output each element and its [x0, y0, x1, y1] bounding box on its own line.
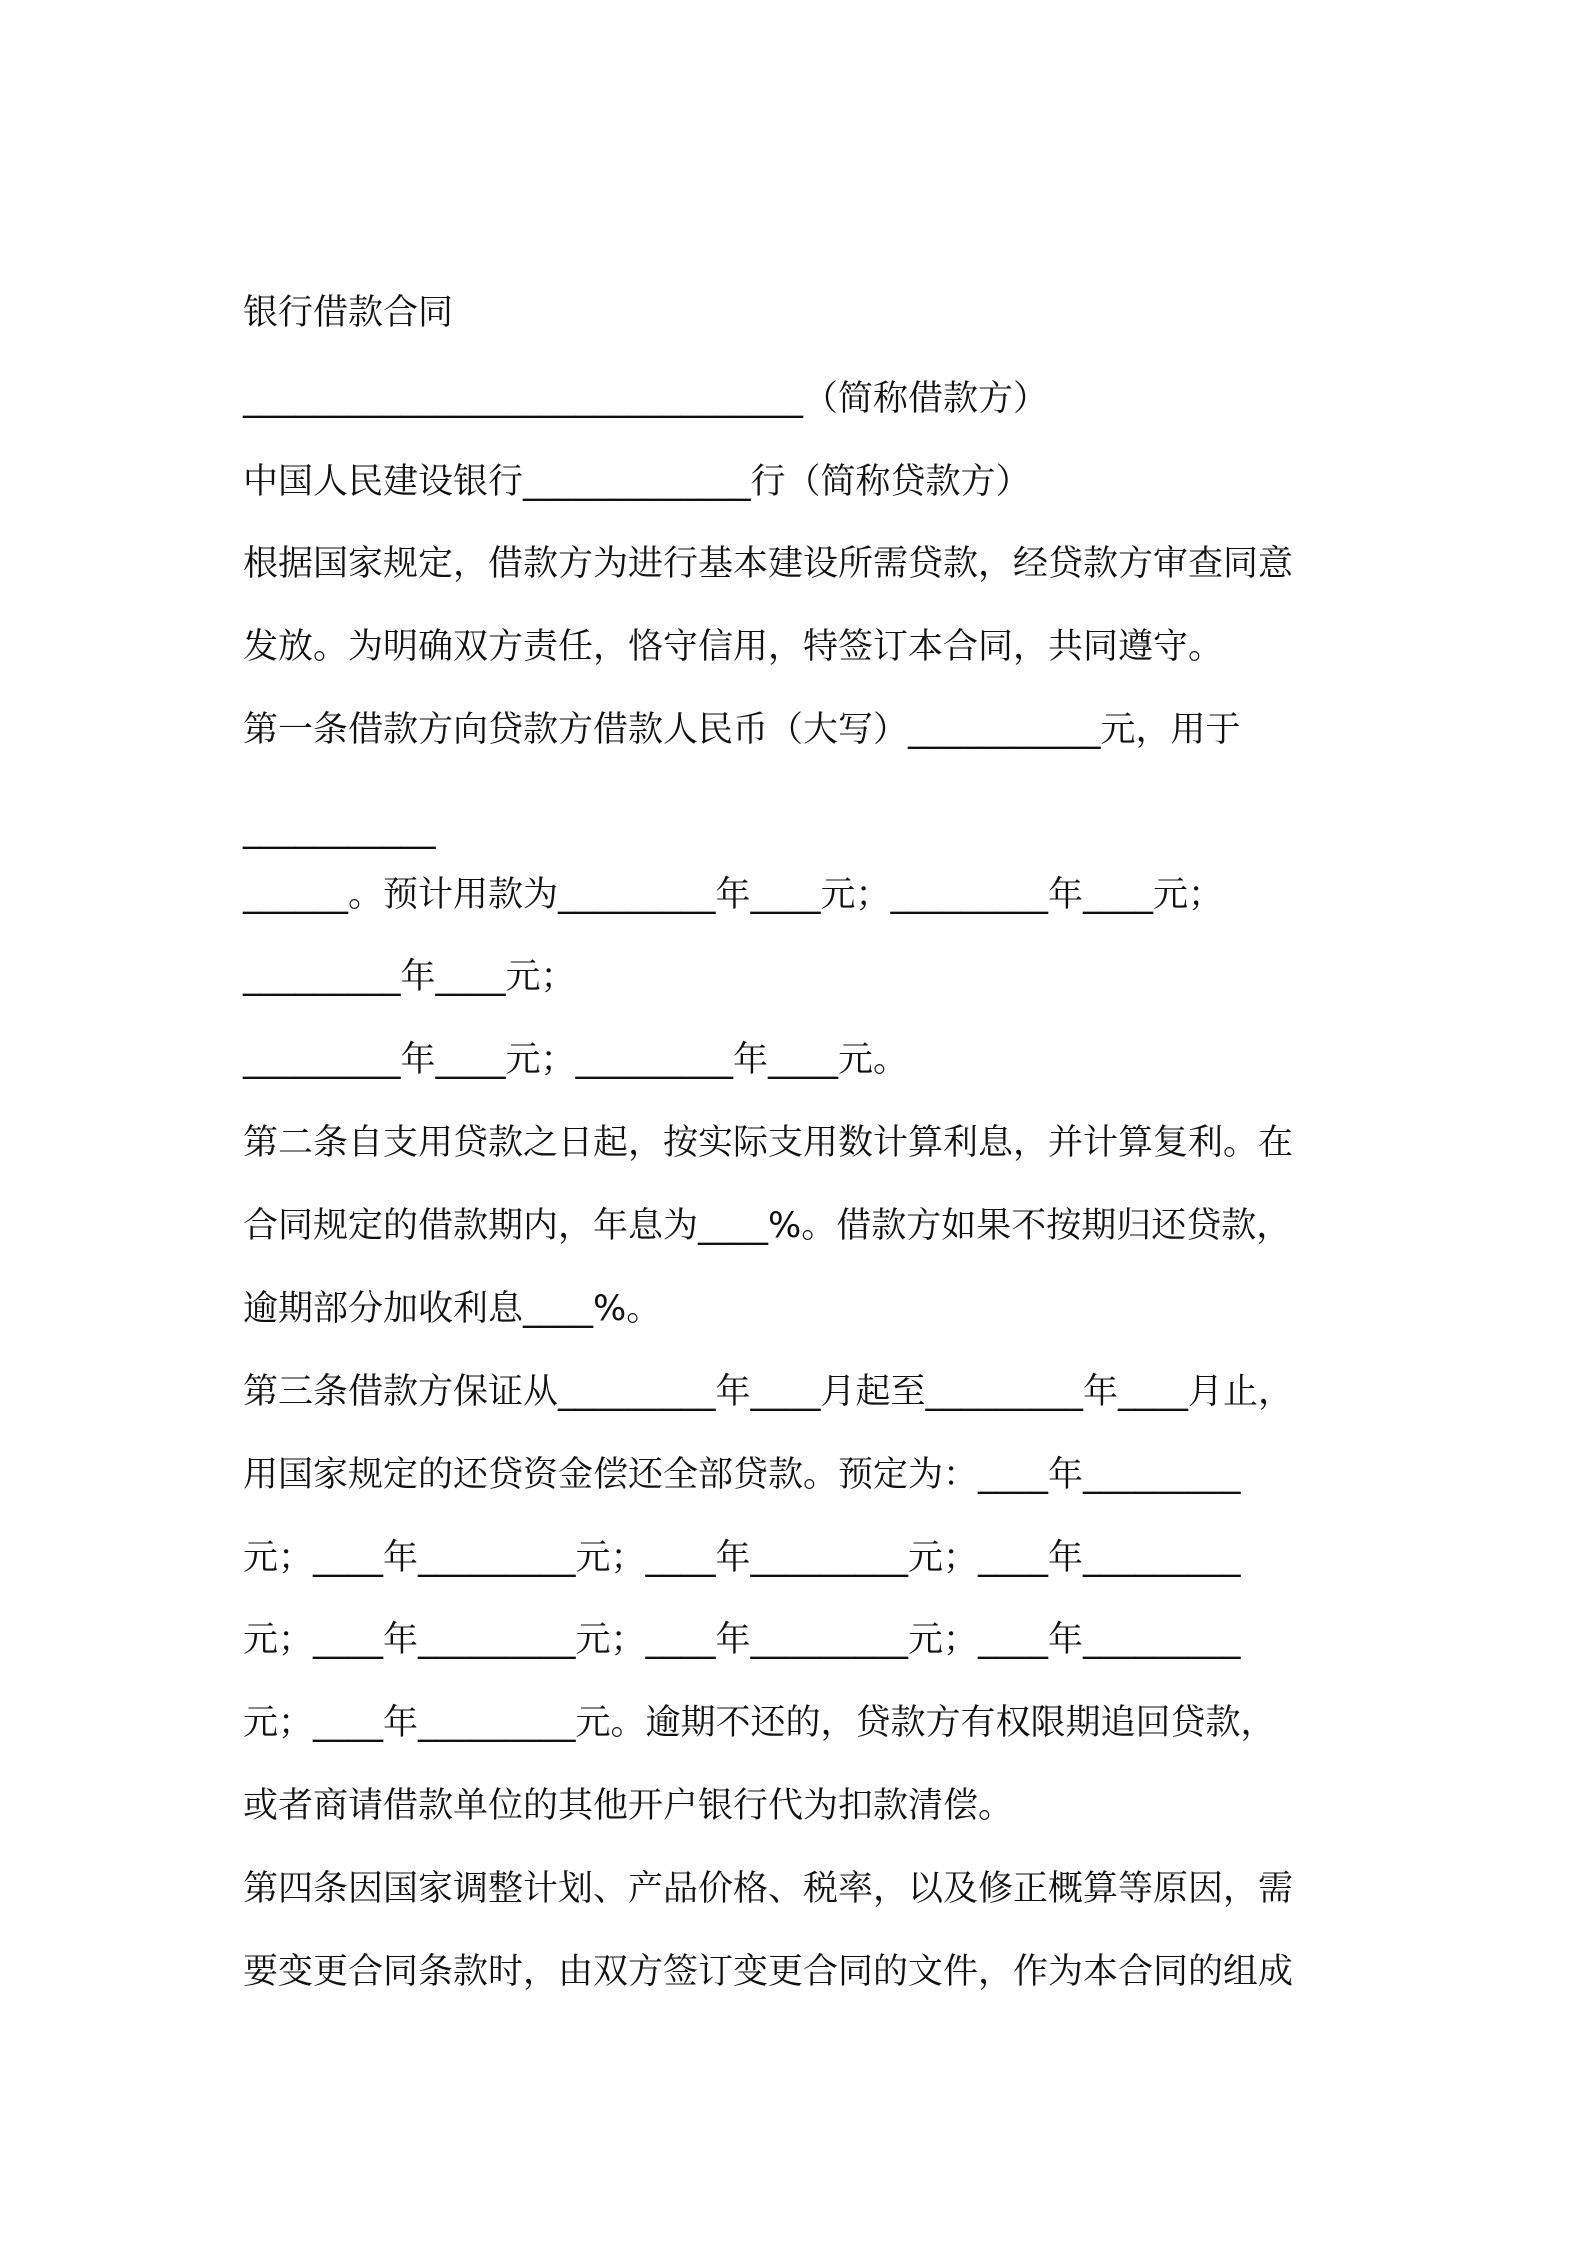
preamble-line-1: 根据国家规定，借款方为进行基本建设所需贷款，经贷款方审查同意	[243, 544, 1294, 584]
lender-party-line: 中国人民建设银行_____________行（简称贷款方）	[243, 462, 1031, 502]
article-3-line-1: 第三条借款方保证从_________年____月起至_________年____月止，	[243, 1372, 1294, 1412]
article-2-line-1: 第二条自支用贷款之日起，按实际支用数计算利息，并计算复利。在	[243, 1123, 1294, 1163]
article-3-line-5: 元；____年_________元。逾期不还的，贷款方有权限期追回贷款，	[243, 1703, 1276, 1743]
article-4-line-2: 要变更合同条款时，由双方签订变更合同的文件，作为本合同的组成	[243, 1952, 1294, 1992]
article-1-line-4: _________年____元；	[243, 957, 576, 997]
article-1-line-3: ______。预计用款为_________年____元；_________年____元；	[243, 875, 1224, 915]
borrower-party-line: ________________________________（简称借款方）	[243, 379, 1049, 419]
article-1-line-2: ___________	[243, 810, 436, 850]
article-4-line-1: 第四条因国家调整计划、产品价格、税率，以及修正概算等原因，需	[243, 1869, 1294, 1909]
article-3-line-4: 元；____年_________元；____年_________元；____年_________	[243, 1620, 1241, 1660]
article-3-line-3: 元；____年_________元；____年_________元；____年_________	[243, 1538, 1241, 1578]
article-3-line-6: 或者商请借款单位的其他开户银行代为扣款清偿。	[243, 1786, 1014, 1826]
article-3-line-2: 用国家规定的还贷资金偿还全部贷款。预定为：____年_________	[243, 1455, 1241, 1495]
article-1-line-1: 第一条借款方向贷款方借款人民币（大写）___________元，用于	[243, 710, 1241, 750]
preamble-line-2: 发放。为明确双方责任，恪守信用，特签订本合同，共同遵守。	[243, 627, 1224, 667]
article-2-line-2: 合同规定的借款期内，年息为____%。借款方如果不按期归还贷款，	[243, 1206, 1292, 1246]
article-2-line-3: 逾期部分加收利息____%。	[243, 1289, 662, 1329]
article-1-line-5: _________年____元；_________年____元。	[243, 1040, 909, 1080]
document-title: 银行借款合同	[243, 293, 454, 333]
